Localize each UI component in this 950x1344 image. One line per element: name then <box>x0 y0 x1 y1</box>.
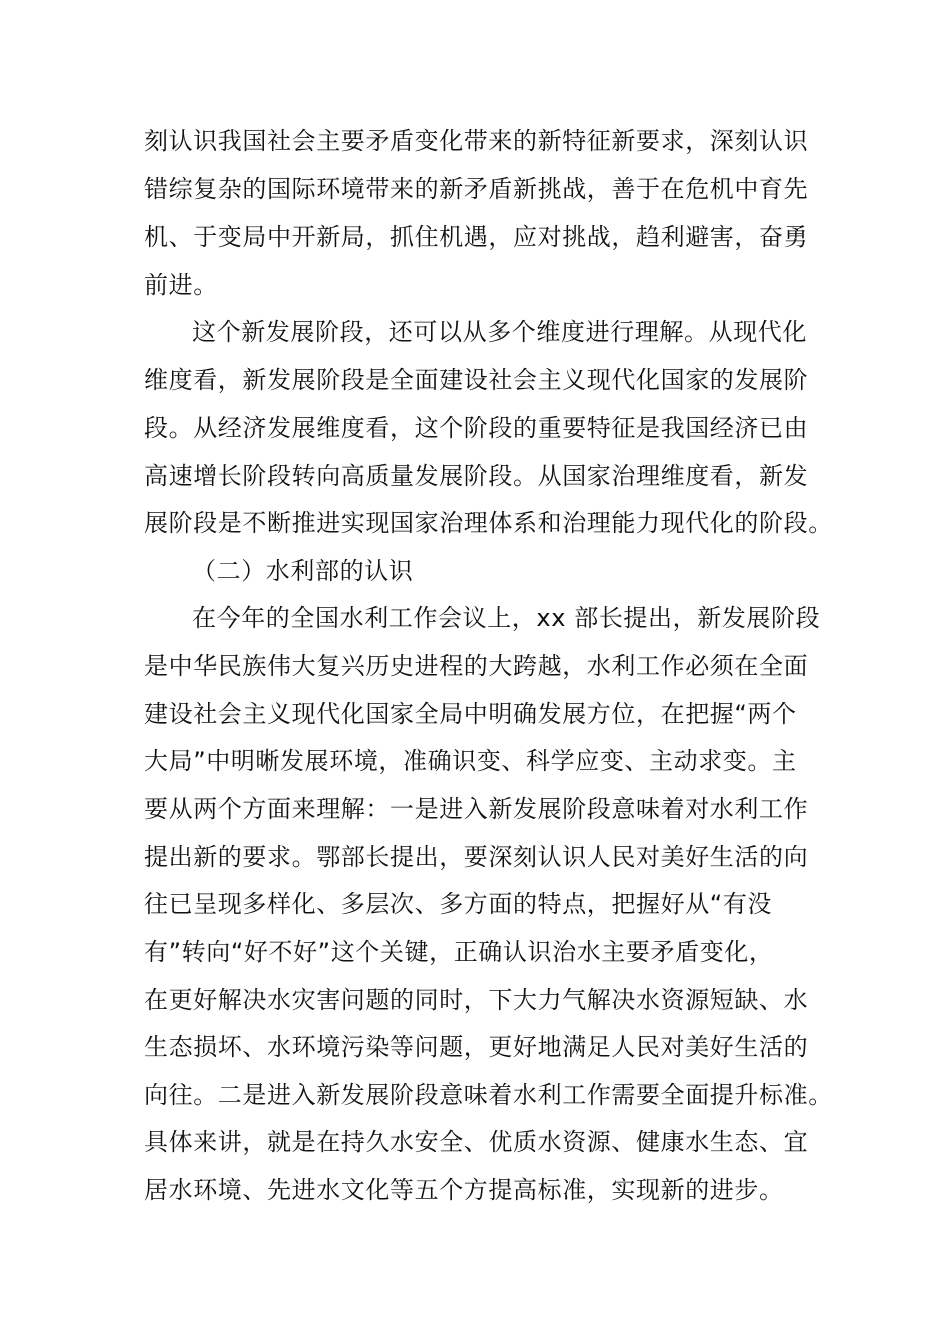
text-line: 具体来讲，就是在持久水安全、优质水资源、健康水生态、宜 <box>144 1128 809 1156</box>
text-line: 机、于变局中开新局，抓住机遇，应对挑战，趋利避害，奋勇 <box>144 223 809 251</box>
paragraph-first-line: 在今年的全国水利工作会议上，xx 部长提出，新发展阶段 <box>192 604 821 632</box>
text-line: 维度看，新发展阶段是全面建设社会主义现代化国家的发展阶 <box>144 366 809 394</box>
text-line: 要从两个方面来理解：一是进入新发展阶段意味着对水利工作 <box>144 795 809 823</box>
text-line: 是中华民族伟大复兴历史进程的大跨越，水利工作必须在全面 <box>144 652 809 680</box>
text-line: 生态损坏、水环境污染等问题，更好地满足人民对美好生活的 <box>144 1033 809 1061</box>
text-line: 前进。 <box>144 271 218 299</box>
text-line: 错综复杂的国际环境带来的新矛盾新挑战，善于在危机中育先 <box>144 175 809 203</box>
text-line: 向往。二是进入新发展阶段意味着水利工作需要全面提升标准。 <box>144 1081 833 1109</box>
text-line: 居水环境、先进水文化等五个方提高标准，实现新的进步。 <box>144 1176 784 1204</box>
text-line: 在更好解决水灾害问题的同时，下大力气解决水资源短缺、水 <box>144 986 809 1014</box>
text-line: 大局”中明晰发展环境，准确识变、科学应变、主动求变。主 <box>144 747 797 775</box>
text-line: 建设社会主义现代化国家全局中明确发展方位，在把握“两个 <box>144 700 797 728</box>
text-line: 展阶段是不断推进实现国家治理体系和治理能力现代化的阶段。 <box>144 509 833 537</box>
section-heading: （二）水利部的认识 <box>192 557 414 585</box>
paragraph-first-line: 这个新发展阶段，还可以从多个维度进行理解。从现代化 <box>192 318 807 346</box>
text-line: 刻认识我国社会主要矛盾变化带来的新特征新要求，深刻认识 <box>144 127 809 155</box>
text-line: 高速增长阶段转向高质量发展阶段。从国家治理维度看，新发 <box>144 462 809 490</box>
text-line: 往已呈现多样化、多层次、多方面的特点，把握好从“有没 <box>144 890 773 918</box>
text-line: 段。从经济发展维度看，这个阶段的重要特征是我国经济已由 <box>144 414 809 442</box>
text-line: 有”转向“好不好”这个关键，正确认识治水主要矛盾变化， <box>144 938 774 966</box>
text-line: 提出新的要求。鄂部长提出，要深刻认识人民对美好生活的向 <box>144 843 809 871</box>
